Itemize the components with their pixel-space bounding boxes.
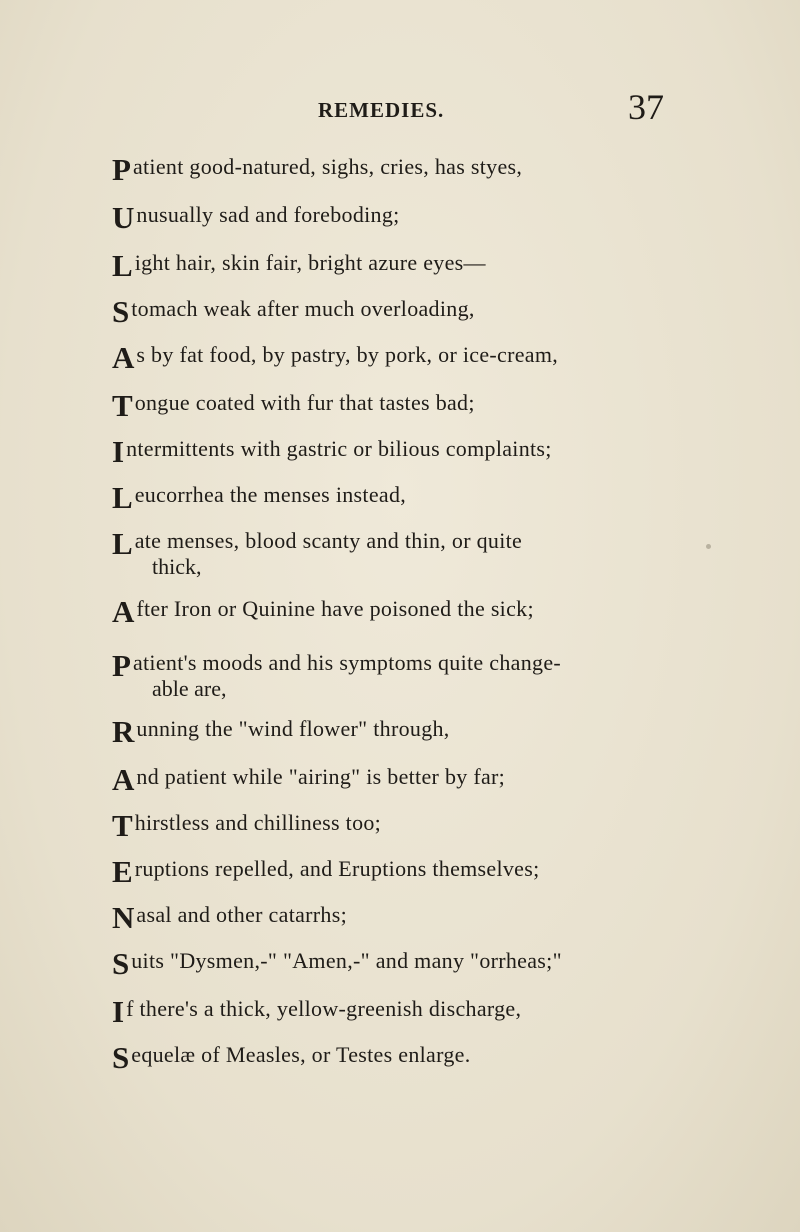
poem-line [112, 434, 552, 469]
line-text: ruptions repelled, and Eruptions themselves; [134, 856, 540, 881]
line-initial: A [112, 340, 135, 375]
line-text: ate menses, blood scanty and thin, or quite [134, 528, 523, 553]
line-text: hirstless and chilliness too; [134, 810, 382, 835]
line-text: atient's moods and his symptoms quite change- [132, 650, 562, 675]
line-text: s by fat food, by pastry, by pork, or ice-cream, [136, 342, 559, 367]
line-initial: S [112, 1040, 130, 1075]
poem-line [112, 994, 522, 1029]
poem-line [112, 714, 450, 749]
line-text: nusually sad and foreboding; [136, 202, 400, 227]
line-text: ntermittents with gastric or bilious complaints; [126, 436, 552, 461]
line-initial: A [112, 762, 135, 797]
line-initial: I [112, 994, 125, 1029]
poem-line [112, 200, 400, 235]
line-initial: P [112, 152, 131, 187]
line-initial: S [112, 946, 130, 981]
poem-line [112, 854, 540, 889]
line-text: unning the "wind flower" through, [136, 716, 450, 741]
line-text: uits "Dysmen,-" "Amen,-" and many "orrheas;" [131, 948, 562, 973]
poem-line [112, 340, 559, 375]
line-text: ongue coated with fur that tastes bad; [134, 390, 475, 415]
poem-line [112, 594, 534, 629]
running-head: REMEDIES. [318, 98, 445, 122]
poem-line [112, 248, 486, 283]
line-initial: L [112, 526, 133, 561]
line-initial: I [112, 434, 125, 469]
line-continuation: able are, [152, 676, 227, 701]
poem-line [112, 648, 562, 683]
line-text: asal and other catarrhs; [136, 902, 347, 927]
line-text: tomach weak after much overloading, [131, 296, 475, 321]
line-text: nd patient while "airing" is better by far; [136, 764, 506, 789]
poem-line [112, 294, 475, 329]
line-initial: U [112, 200, 135, 235]
line-text: atient good-natured, sighs, cries, has styes, [132, 154, 523, 179]
line-text: ight hair, skin fair, bright azure eyes— [134, 250, 486, 275]
poem-line [112, 480, 407, 515]
poem-line [112, 1040, 471, 1075]
poem-line [112, 388, 475, 423]
page-speck [706, 544, 711, 549]
line-initial: S [112, 294, 130, 329]
line-continuation: thick, [152, 554, 202, 579]
poem-line [112, 900, 347, 935]
line-initial: E [112, 854, 133, 889]
line-text: equelæ of Measles, or Testes enlarge. [131, 1042, 471, 1067]
poem-line [112, 526, 523, 561]
poem-line [112, 762, 506, 797]
line-initial: N [112, 900, 135, 935]
poem-line [112, 946, 562, 981]
poem-line [112, 808, 382, 843]
line-initial: T [112, 388, 133, 423]
line-initial: A [112, 594, 135, 629]
line-initial: R [112, 714, 135, 749]
line-text: fter Iron or Quinine have poisoned the sick; [136, 596, 534, 621]
line-initial: L [112, 248, 133, 283]
line-text: eucorrhea the menses instead, [134, 482, 407, 507]
line-text: f there's a thick, yellow-greenish discharge, [126, 996, 522, 1021]
line-initial: T [112, 808, 133, 843]
line-initial: P [112, 648, 131, 683]
line-initial: L [112, 480, 133, 515]
page-number: 37 [628, 87, 664, 127]
page-header [0, 87, 800, 132]
poem-line [112, 152, 523, 187]
